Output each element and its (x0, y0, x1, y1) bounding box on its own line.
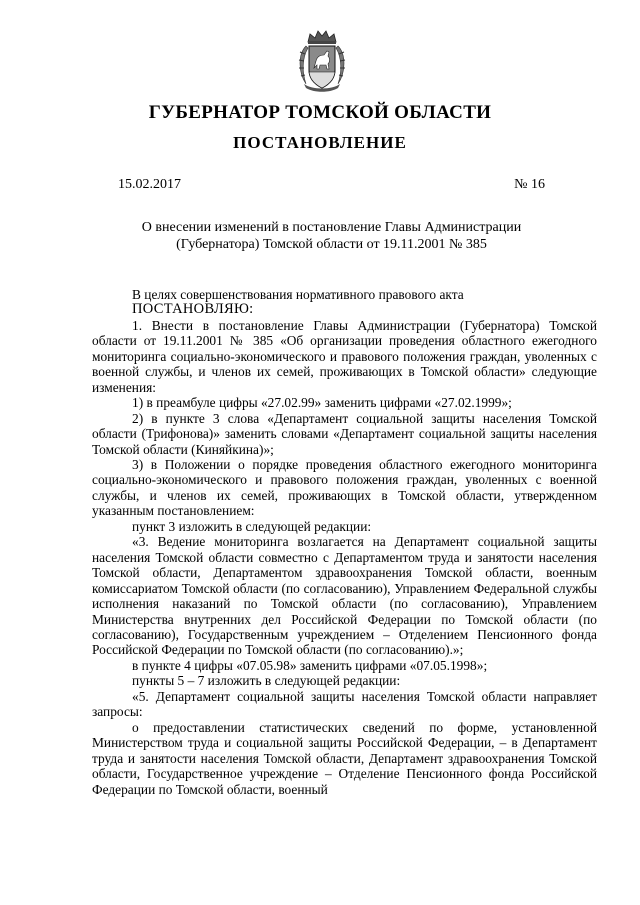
body-paragraph: пункт 3 изложить в следующей редакции: (132, 518, 372, 534)
governor-title: ГУБЕРНАТОР ТОМСКОЙ ОБЛАСТИ (148, 102, 492, 123)
body-paragraph: 1) в преамбуле цифры «27.02.99» заменить цифрами «27.02.1999»; (132, 395, 512, 411)
document-type: ПОСТАНОВЛЕНИЕ (233, 133, 407, 152)
body-paragraph: пункты 5 – 7 изложить в следующей редакции: (132, 673, 401, 689)
document-number: № 16 (514, 177, 545, 192)
body-paragraph: «3. Ведение мониторинга возлагается на Департамент социальной защиты населения Томской области совместно с Департаментом труда и занятости населения Томской области, Департаментом здравоохранения Томской области, военным комиссариатом Томской области (по согласованию), Управлением Федеральной службы исполнения наказаний по Томской области (по согласованию), Управлением Министерства внутренних дел Российской Федерации по Томской области (по согласованию), Государственным учреждением – Отделением Пенсионного фонда Российской Федерации по Томской области (по согласованию).»; (92, 534, 597, 658)
body-paragraph: 2) в пункте 3 слова «Департамент социальной защиты населения Томской области (Трифонова)» заменить словами «Департамент социальной защиты населения Томской области (Киняйкина)»; (92, 410, 597, 457)
body-paragraph: в пункте 4 цифры «07.05.98» заменить цифрами «07.05.1998»; (132, 657, 488, 673)
tomsk-coat-of-arms-icon (296, 28, 348, 94)
body-paragraph: 3) в Положении о порядке проведения областного ежегодного мониторинга социально-экономического и правового положения граждан, уволенных с военной службы, и членов их семей, проживающих в Томской области, утвержденном указанным постановлением: (92, 456, 597, 519)
body-paragraph: о предоставлении статистических сведений по форме, установленной Министерством труда и социальной защиты Российской Федерации, – в Департамент труда и занятости населения Томской области, Департамент здравоохранения Томской области, Государственное учреждение – Отделение Пенсионного фонда Российской Федерации по Томской области, военный (92, 719, 597, 797)
subject-line: О внесении изменений в постановление Главы Администрации (141, 220, 522, 235)
document-body (92, 287, 597, 797)
preamble: В целях совершенствования нормативного правового акта (132, 287, 464, 302)
document-subject (118, 219, 545, 253)
document-date: 15.02.2017 (118, 177, 181, 192)
decree-word: ПОСТАНОВЛЯЮ: (132, 301, 254, 318)
subject-line: (Губернатора) Томской области от 19.11.2001 № 385 (176, 237, 487, 252)
body-paragraph: «5. Департамент социальной защиты населения Томской области направляет запросы: (92, 688, 597, 720)
body-paragraph: 1. Внести в постановление Главы Администрации (Губернатора) Томской области от 19.11.2001 № 385 «Об организации проведения областного ежегодного мониторинга социально-экономического и правового положения граждан, уволенных с военной службы, и членов их семей, проживающих в Томской области» следующие изменения: (92, 317, 597, 395)
